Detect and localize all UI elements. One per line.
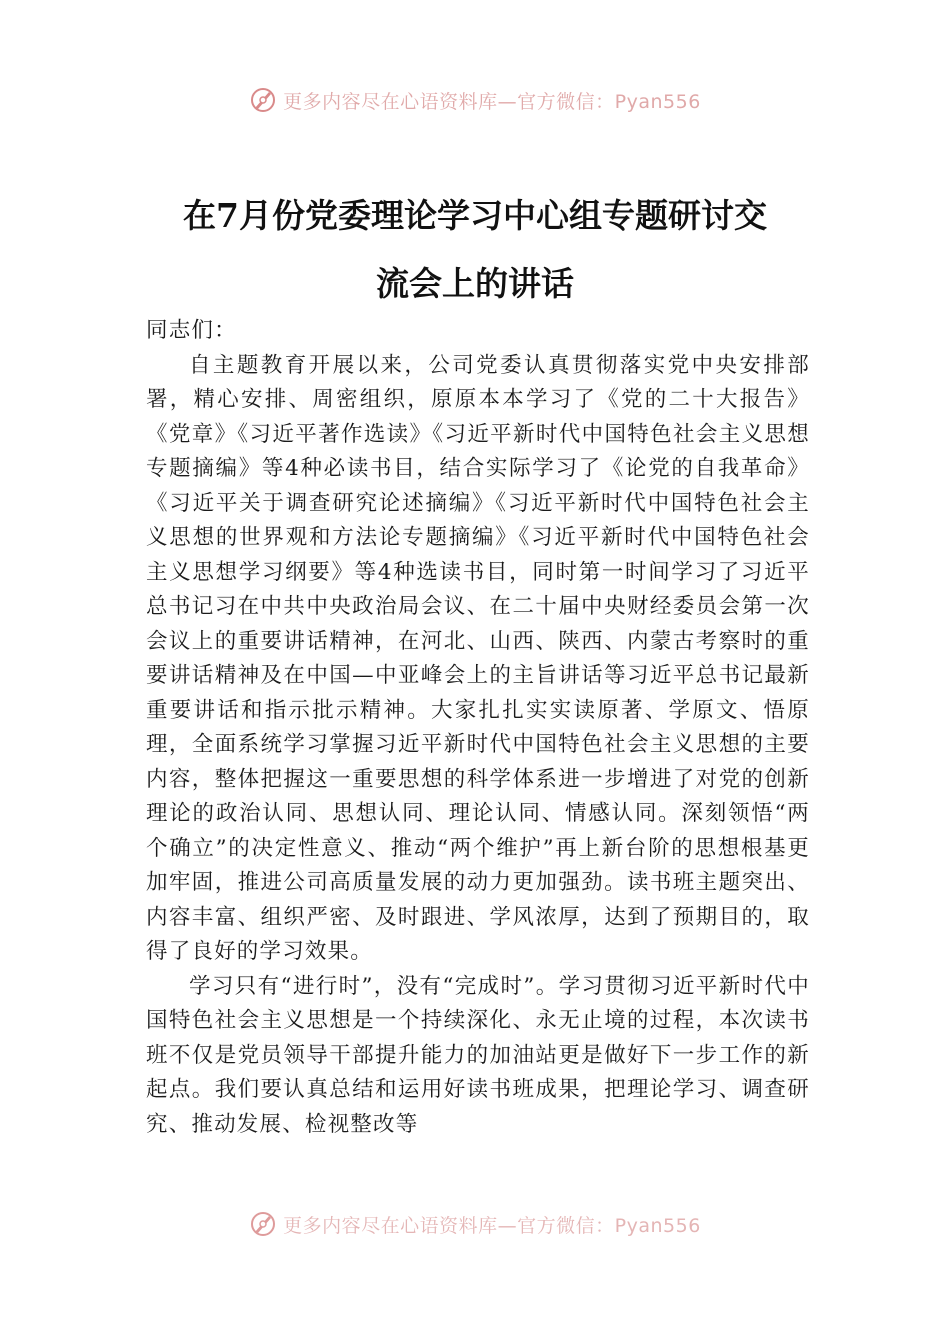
salutation: 同志们： (146, 318, 237, 343)
document-title-line-2: 流会上的讲话 (376, 264, 574, 303)
watermark-header (0, 86, 950, 114)
quill-logo-icon (249, 86, 277, 114)
watermark-footer (0, 1210, 950, 1238)
paragraph-1: 自主题教育开展以来，公司党委认真贯彻落实党中央安排部署，精心安排、周密组织，原原本本学习了《党的二十大报告》《党章》《习近平著作选读》《习近平新时代中国特色社会主义思想专题摘编》等4种必读书目，结合实际学习了《论党的自我革命》《习近平关于调查研究论述摘编》《习近平新时代中国特色社会主义思想的世界观和方法论专题摘编》《习近平新时代中国特色社会主义思想学习纲要》等4种选读书目，同时第一时间学习了习近平总书记习在中共中央政治局会议、在二十届中央财经委员会第一次会议上的重要讲话精神，在河北、山西、陕西、内蒙古考察时的重要讲话精神及在中国—中亚峰会上的主旨讲话等习近平总书记最新重要讲话和指示批示精神。大家扎扎实实读原著、学原文、悟原理，全面系统学习掌握习近平新时代中国特色社会主义思想的主要内容，整体把握这一重要思想的科学体系进一步增进了对党的创新理论的政治认同、思想认同、理论认同、情感认同。深刻领悟“两个确立”的决定性意义、推动“两个维护”再上新台阶的思想根基更加牢固，推进公司高质量发展的动力更加强劲。读书班主题突出、内容丰富、组织严密、及时跟进、学风浓厚，达到了预期目的，取得了良好的学习效果。 (146, 352, 810, 964)
watermark-text-footer: 更多内容尽在心语资料库—官方微信：Pyan556 (283, 1214, 701, 1237)
document-body (146, 314, 810, 1142)
document-title-line-1: 在7月份党委理论学习中心组专题研讨交 (183, 196, 767, 235)
quill-logo-icon (249, 1210, 277, 1238)
paragraph-2: 学习只有“进行时”，没有“完成时”。学习贯彻习近平新时代中国特色社会主义思想是一个持续深化、永无止境的过程，本次读书班不仅是党员领导干部提升能力的加油站更是做好下一步工作的新起点。我们要认真总结和运用好读书班成果，把理论学习、调查研究、推动发展、检视整改等 (146, 973, 810, 1137)
watermark-text: 更多内容尽在心语资料库—官方微信：Pyan556 (283, 90, 701, 113)
